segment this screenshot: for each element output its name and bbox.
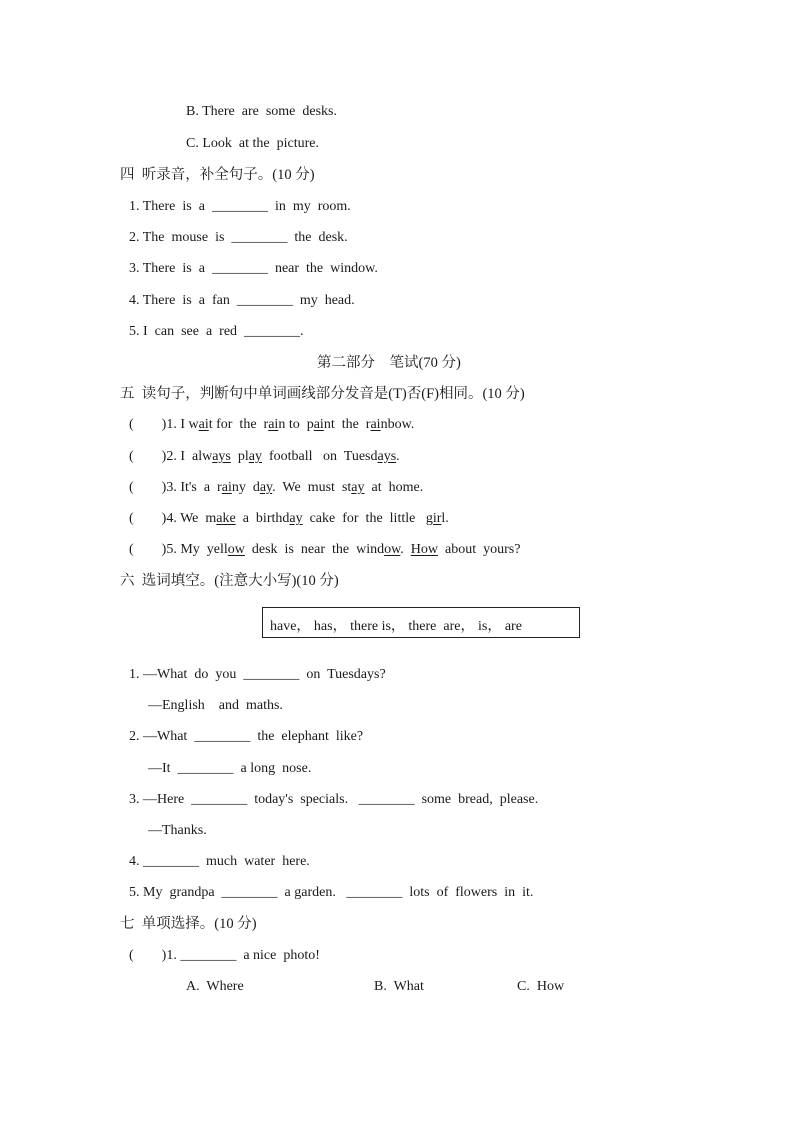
- section6-line-8: 5. My grandpa ________ a garden. ________ lots of flowers in it.: [129, 885, 534, 900]
- sentence-text: nt the r: [323, 417, 371, 432]
- sentence-text: .: [400, 542, 411, 557]
- underlined-letters: ai: [268, 417, 279, 432]
- option-b: B. What: [374, 979, 424, 994]
- sentence-text: pl: [230, 449, 249, 464]
- sentence-text: . We must st: [272, 480, 352, 495]
- underlined-letters: ay: [289, 511, 303, 526]
- section5-item-3: [129, 479, 423, 497]
- section5-item-5: [129, 541, 520, 559]
- sentence-text: ( )4. We m: [129, 511, 217, 526]
- underlined-letters: gir: [425, 511, 442, 526]
- sentence-text: l.: [441, 511, 449, 526]
- option-a: A. Where: [186, 979, 244, 994]
- section4-item-1: 1. There is a ________ in my room.: [129, 199, 351, 214]
- sentence-text: ( )5. My yell: [129, 542, 228, 557]
- sentence-text: a birthd: [235, 511, 290, 526]
- underlined-letters: ake: [216, 511, 236, 526]
- sentence-text: football on Tuesd: [261, 449, 378, 464]
- section4-title: 四 听录音，补全句子。(10 分): [120, 167, 315, 183]
- sentence-text: cake for the little: [302, 511, 426, 526]
- section5-item-2: [129, 448, 400, 466]
- option-c: C. How: [517, 979, 565, 994]
- underlined-letters: ays: [377, 449, 397, 464]
- sentence-text: desk is near the wind: [244, 542, 385, 557]
- option-c: C. Look at the picture.: [186, 136, 319, 151]
- section6-line-7: 4. ________ much water here.: [129, 854, 310, 869]
- section4-item-2: 2. The mouse is ________ the desk.: [129, 230, 348, 245]
- underlined-letters: ai: [313, 417, 324, 432]
- section6-title: 六 选词填空。(注意大小写)(10 分): [120, 573, 339, 589]
- sentence-text: t for the r: [208, 417, 269, 432]
- section6-line-4: —It ________ a long nose.: [148, 761, 312, 776]
- sentence-text: ny d: [231, 480, 260, 495]
- sentence-text: at home.: [364, 480, 424, 495]
- section5-title: 五 读句子，判断句中单词画线部分发音是(T)否(F)相同。(10 分): [120, 386, 525, 402]
- section7-question-1: ( )1. ________ a nice photo!: [129, 948, 320, 963]
- section4-item-3: 3. There is a ________ near the window.: [129, 261, 378, 276]
- underlined-letters: ai: [198, 417, 209, 432]
- underlined-letters: ow: [384, 542, 401, 557]
- section4-item-4: 4. There is a fan ________ my head.: [129, 293, 355, 308]
- underlined-letters: ay: [248, 449, 262, 464]
- sentence-text: .: [396, 449, 400, 464]
- section6-line-6: —Thanks.: [148, 823, 207, 838]
- section7-title: 七 单项选择。(10 分): [120, 916, 257, 932]
- sentence-text: n to p: [278, 417, 314, 432]
- underlined-letters: ai: [370, 417, 381, 432]
- section4-item-5: 5. I can see a red ________.: [129, 324, 304, 339]
- word-bank-box: [262, 607, 580, 638]
- sentence-text: ( )3. It's a r: [129, 480, 222, 495]
- part2-title: 第二部分 笔试(70 分): [317, 355, 461, 371]
- sentence-text: ( )1. I w: [129, 417, 199, 432]
- section5-item-4: [129, 510, 449, 528]
- word-bank: have， has， there is， there are， is， are: [270, 619, 522, 634]
- underlined-letters: ay: [259, 480, 273, 495]
- sentence-text: about yours?: [438, 542, 521, 557]
- section5-item-1: [129, 416, 414, 434]
- underlined-letters: ays: [212, 449, 231, 464]
- section6-line-5: 3. —Here ________ today's specials. ________ some bread, please.: [129, 792, 539, 807]
- option-b: B. There are some desks.: [186, 104, 337, 119]
- section6-line-1: 1. —What do you ________ on Tuesdays?: [129, 667, 386, 682]
- underlined-letters: ai: [221, 480, 232, 495]
- underlined-letters: ay: [351, 480, 365, 495]
- sentence-text: ( )2. I alw: [129, 449, 213, 464]
- sentence-text: nbow.: [380, 417, 415, 432]
- underlined-letters: ow: [227, 542, 245, 557]
- section6-line-2: —English and maths.: [148, 698, 283, 713]
- section6-line-3: 2. —What ________ the elephant like?: [129, 729, 364, 744]
- underlined-letters: How: [410, 542, 439, 557]
